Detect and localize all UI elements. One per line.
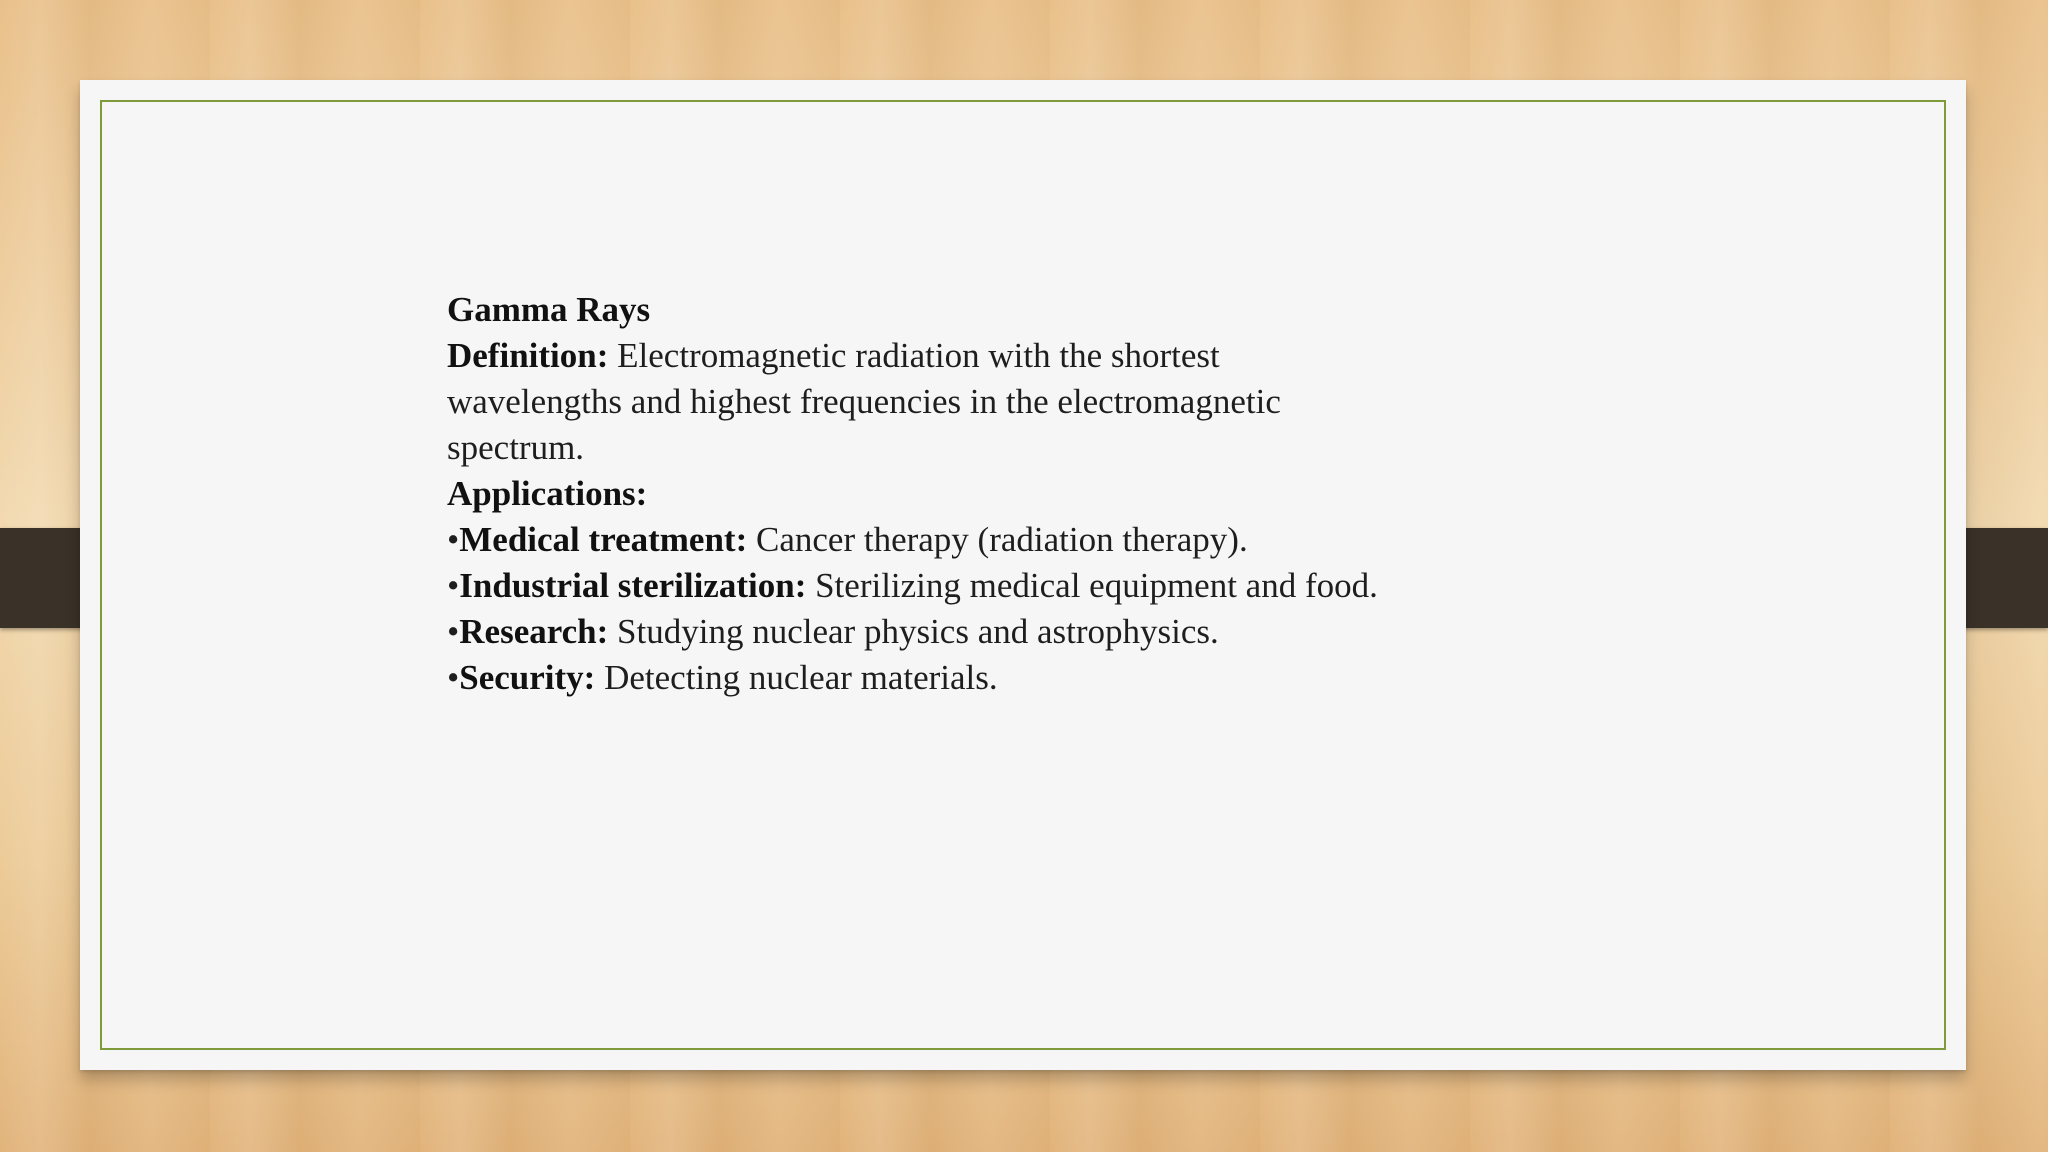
slide-title: Gamma Rays	[447, 290, 651, 329]
application-item-research	[447, 609, 1547, 655]
application-text: Sterilizing medical equipment and food.	[806, 566, 1378, 605]
application-label: Industrial sterilization:	[459, 566, 807, 605]
application-label: Security:	[459, 658, 596, 697]
bullet: •	[447, 566, 460, 605]
application-item-medical	[447, 517, 1547, 563]
definition-paragraph	[447, 333, 1347, 471]
application-text: Detecting nuclear materials.	[595, 658, 998, 697]
applications-heading: Applications:	[447, 474, 648, 513]
application-label: Medical treatment:	[459, 520, 748, 559]
definition-text: Electromagnetic radiation with the shortest wavelengths and highest frequencies in the electromagnetic spectrum.	[447, 336, 1281, 467]
application-text: Studying nuclear physics and astrophysics.	[608, 612, 1219, 651]
application-item-industrial	[447, 563, 1547, 609]
bullet: •	[447, 612, 460, 651]
bullet: •	[447, 520, 460, 559]
slide-content	[447, 287, 1547, 701]
definition-label: Definition:	[447, 336, 609, 375]
application-text: Cancer therapy (radiation therapy).	[747, 520, 1248, 559]
application-label: Research:	[459, 612, 609, 651]
application-item-security	[447, 655, 1547, 701]
bullet: •	[447, 658, 460, 697]
